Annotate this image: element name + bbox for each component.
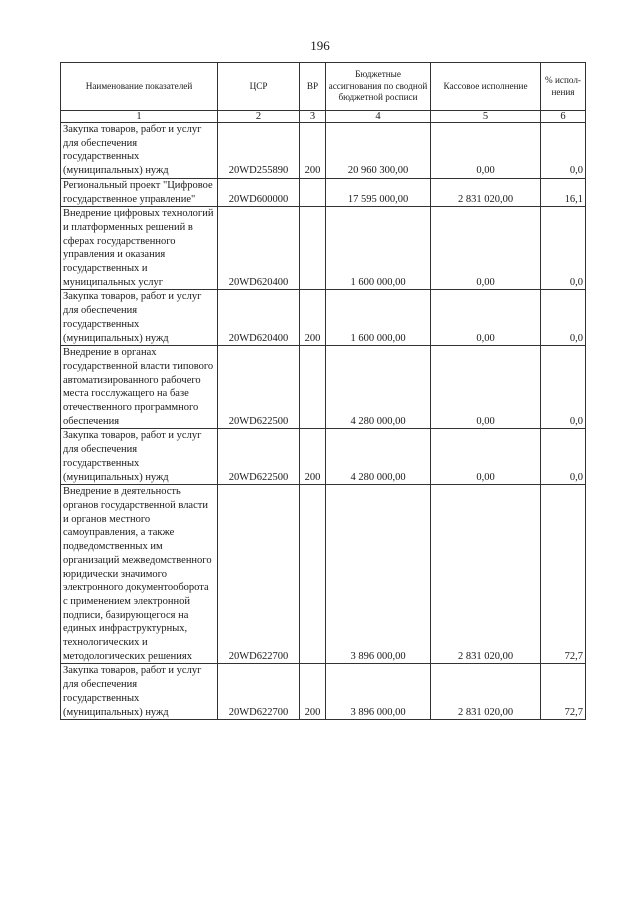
page-number: 196 <box>310 38 330 53</box>
row-budget: 17 595 000,00 <box>326 178 431 206</box>
row-vr: 200 <box>300 664 326 720</box>
row-percent: 72,7 <box>541 485 586 664</box>
row-budget: 1 600 000,00 <box>326 290 431 346</box>
table-row <box>61 485 586 664</box>
row-cash: 2 831 020,00 <box>431 485 541 664</box>
header-csr: ЦСР <box>218 63 300 111</box>
row-csr: 20WD622700 <box>218 664 300 720</box>
table-row <box>61 664 586 720</box>
column-numbers-row <box>61 111 586 123</box>
column-number: 5 <box>431 111 541 123</box>
header-name: Наименование показателей <box>61 63 218 111</box>
row-name: Внедрение цифровых технологий и платформенных решений в сферах государственного управления и оказания государственных и муниципальных услуг <box>61 207 218 290</box>
column-number: 4 <box>326 111 431 123</box>
row-cash: 0,00 <box>431 429 541 485</box>
table-row <box>61 290 586 346</box>
row-cash: 2 831 020,00 <box>431 178 541 206</box>
row-vr <box>300 485 326 664</box>
row-cash: 0,00 <box>431 290 541 346</box>
column-number: 3 <box>300 111 326 123</box>
header-cash: Кассовое исполнение <box>431 63 541 111</box>
header-row <box>61 63 586 111</box>
row-percent: 72,7 <box>541 664 586 720</box>
row-percent: 0,0 <box>541 290 586 346</box>
column-number: 6 <box>541 111 586 123</box>
row-percent: 16,1 <box>541 178 586 206</box>
row-csr: 20WD622500 <box>218 346 300 429</box>
row-name: Региональный проект "Цифровое государственное управление" <box>61 178 218 206</box>
row-budget: 20 960 300,00 <box>326 123 431 179</box>
column-number: 1 <box>61 111 218 123</box>
row-csr: 20WD620400 <box>218 207 300 290</box>
row-budget: 4 280 000,00 <box>326 429 431 485</box>
row-cash: 2 831 020,00 <box>431 664 541 720</box>
row-name: Закупка товаров, работ и услуг для обеспечения государственных (муниципальных) нужд <box>61 664 218 720</box>
row-csr: 20WD622700 <box>218 485 300 664</box>
row-cash: 0,00 <box>431 207 541 290</box>
row-csr: 20WD255890 <box>218 123 300 179</box>
row-percent: 0,0 <box>541 346 586 429</box>
table-row <box>61 429 586 485</box>
row-csr: 20WD622500 <box>218 429 300 485</box>
row-percent: 0,0 <box>541 429 586 485</box>
row-csr: 20WD600000 <box>218 178 300 206</box>
row-name: Внедрение в органах государственной власти типового автоматизированного рабочего места госслужащего на базе отечественного программного обеспечения <box>61 346 218 429</box>
header-percent: % испол-нения <box>541 63 586 111</box>
row-vr <box>300 207 326 290</box>
row-vr: 200 <box>300 429 326 485</box>
row-cash: 0,00 <box>431 123 541 179</box>
row-vr <box>300 346 326 429</box>
table-row <box>61 207 586 290</box>
budget-execution-table <box>60 62 586 720</box>
row-vr: 200 <box>300 290 326 346</box>
header-budget: Бюджетные ассигнования по сводной бюджетной росписи <box>326 63 431 111</box>
table-row <box>61 178 586 206</box>
row-budget: 3 896 000,00 <box>326 664 431 720</box>
row-csr: 20WD620400 <box>218 290 300 346</box>
row-name: Закупка товаров, работ и услуг для обеспечения государственных (муниципальных) нужд <box>61 123 218 179</box>
row-budget: 1 600 000,00 <box>326 207 431 290</box>
row-name: Внедрение в деятельность органов государственной власти и органов местного самоуправления, а также подведомственных им организаций межведомственного юридически значимого электронного документооборота с применением электронной подписи, базирующегося на единых инфраструктурных, технологических и методологических решениях <box>61 485 218 664</box>
row-cash: 0,00 <box>431 346 541 429</box>
table-row <box>61 123 586 179</box>
row-budget: 3 896 000,00 <box>326 485 431 664</box>
row-percent: 0,0 <box>541 207 586 290</box>
column-number: 2 <box>218 111 300 123</box>
row-vr <box>300 178 326 206</box>
table-row <box>61 346 586 429</box>
row-name: Закупка товаров, работ и услуг для обеспечения государственных (муниципальных) нужд <box>61 290 218 346</box>
row-name: Закупка товаров, работ и услуг для обеспечения государственных (муниципальных) нужд <box>61 429 218 485</box>
row-vr: 200 <box>300 123 326 179</box>
header-vr: ВР <box>300 63 326 111</box>
row-budget: 4 280 000,00 <box>326 346 431 429</box>
row-percent: 0,0 <box>541 123 586 179</box>
